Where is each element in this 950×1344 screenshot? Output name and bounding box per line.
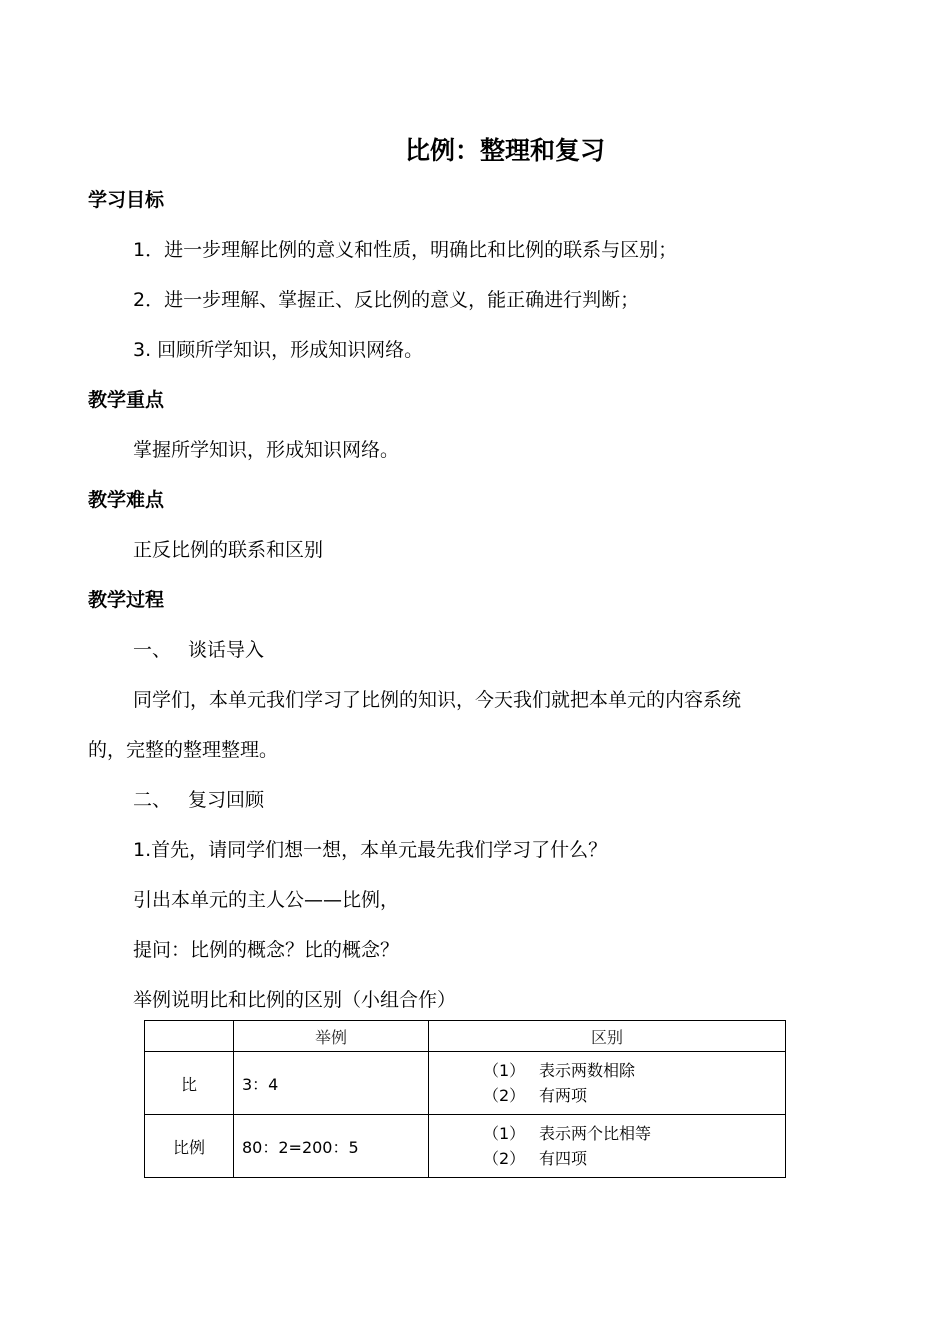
difference-number: （1） bbox=[483, 1124, 526, 1143]
section-1-label: 谈话导入 bbox=[188, 639, 265, 661]
table-row bbox=[145, 1052, 786, 1115]
section-2-label: 复习回顾 bbox=[188, 789, 265, 811]
table-header-example: 举例 bbox=[234, 1021, 429, 1052]
difference-text: 有两项 bbox=[539, 1086, 588, 1105]
section-1-paragraph-line-1: 同学们，本单元我们学习了比例的知识，今天我们就把本单元的内容系统 bbox=[133, 689, 742, 711]
row-example: 3：4 bbox=[234, 1052, 429, 1115]
table-header-difference: 区别 bbox=[429, 1021, 786, 1052]
section-2-line-3: 提问：比例的概念？比的概念？ bbox=[133, 939, 400, 961]
difference-number: （2） bbox=[483, 1149, 526, 1168]
goal-item-1: 1．进一步理解比例的意义和性质，明确比和比例的联系与区别； bbox=[133, 239, 678, 261]
heading-difficulty: 教学难点 bbox=[88, 489, 165, 511]
section-2-line-2: 引出本单元的主人公——比例， bbox=[133, 889, 400, 911]
difference-item bbox=[483, 1058, 785, 1083]
difference-text: 表示两数相除 bbox=[539, 1061, 636, 1080]
table-header-blank bbox=[145, 1021, 234, 1052]
table-header-row bbox=[145, 1021, 786, 1052]
section-1-number: 一、 bbox=[133, 639, 172, 661]
difference-item bbox=[483, 1146, 785, 1171]
heading-key-point: 教学重点 bbox=[88, 389, 165, 411]
heading-teaching-process: 教学过程 bbox=[88, 589, 165, 611]
difference-text: 有四项 bbox=[539, 1149, 588, 1168]
section-2-heading bbox=[133, 786, 264, 814]
section-2-line-4: 举例说明比和比例的区别（小组合作） bbox=[133, 989, 457, 1011]
goal-item-2: 2．进一步理解、掌握正、反比例的意义，能正确进行判断； bbox=[133, 289, 640, 311]
heading-learning-goals: 学习目标 bbox=[88, 189, 165, 211]
section-2-line-1: 1.首先，请同学们想一想，本单元最先我们学习了什么？ bbox=[133, 839, 608, 861]
comparison-table bbox=[144, 1020, 786, 1178]
row-example: 80：2=200：5 bbox=[234, 1115, 429, 1178]
difference-number: （2） bbox=[483, 1086, 526, 1105]
difference-number: （1） bbox=[483, 1061, 526, 1080]
table-row bbox=[145, 1115, 786, 1178]
row-difference bbox=[429, 1052, 786, 1115]
row-name: 比例 bbox=[145, 1115, 234, 1178]
row-difference bbox=[429, 1115, 786, 1178]
difficulty-text: 正反比例的联系和区别 bbox=[133, 539, 324, 561]
goal-item-3: 3. 回顾所学知识，形成知识网络。 bbox=[133, 339, 424, 361]
row-name: 比 bbox=[145, 1052, 234, 1115]
section-1-heading bbox=[133, 636, 264, 664]
key-point-text: 掌握所学知识，形成知识网络。 bbox=[133, 439, 400, 461]
difference-item bbox=[483, 1121, 785, 1146]
document-title: 比例：整理和复习 bbox=[404, 136, 605, 165]
section-2-number: 二、 bbox=[133, 789, 172, 811]
difference-item bbox=[483, 1083, 785, 1108]
section-1-paragraph-line-2: 的，完整的整理整理。 bbox=[88, 739, 279, 761]
difference-text: 表示两个比相等 bbox=[539, 1124, 652, 1143]
